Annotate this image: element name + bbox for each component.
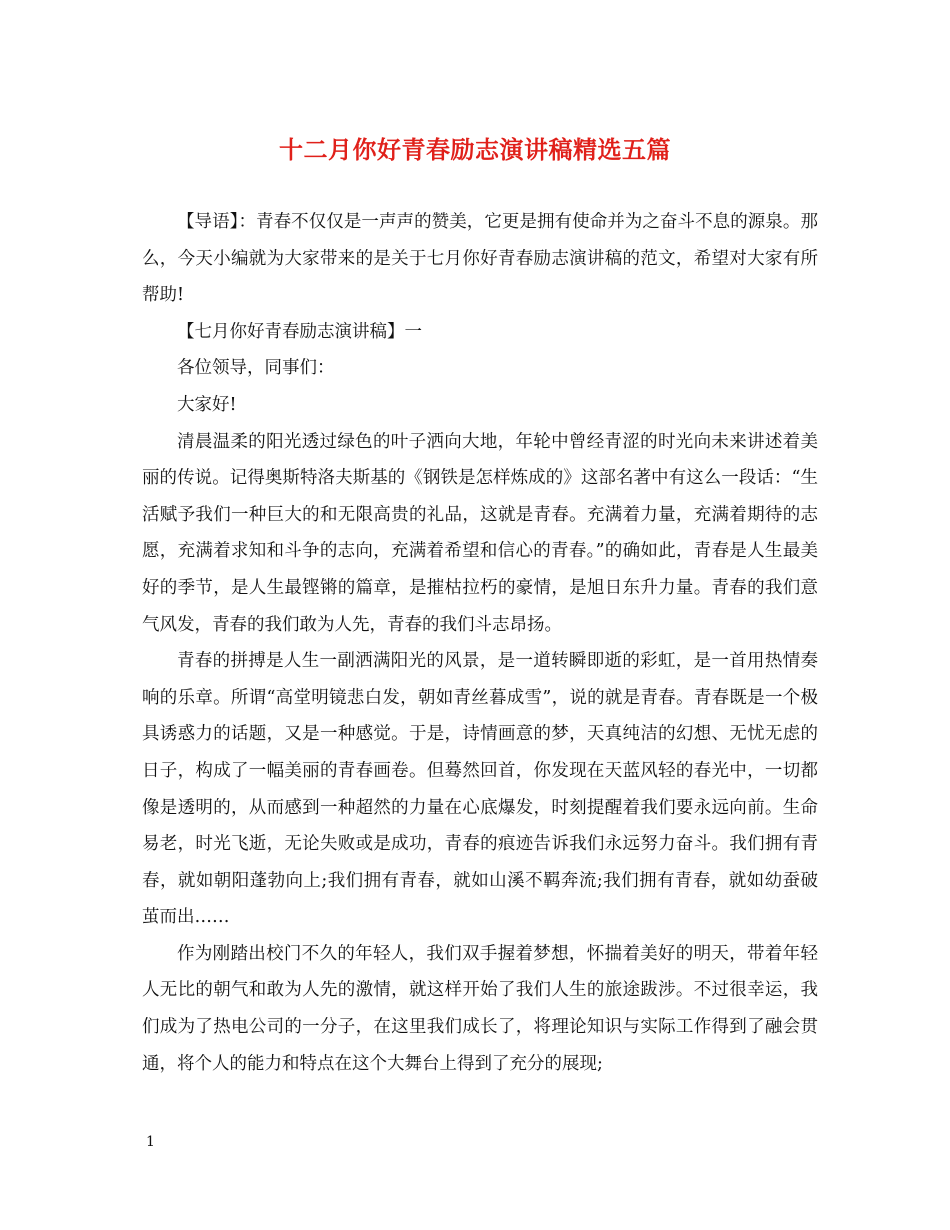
body-paragraph: 青春的拼搏是人生一副洒满阳光的风景，是一道转瞬即逝的彩虹，是一首用热情奏响的乐章。所谓“高堂明镜悲白发，朝如青丝暮成雪”，说的就是青春。青春既是一个极具诱惑力的话题，又是一种感觉。于是，诗情画意的梦，天真纯洁的幻想、无忧无虑的日子，构成了一幅美丽的青春画卷。但蓦然回首，你发现在天蓝风轻的春光中，一切都像是透明的，从而感到一种超然的力量在心底爆发，时刻提醒着我们要永远向前。生命易老，时光飞逝，无论失败或是成功，青春的痕迹告诉我们永远努力奋斗。我们拥有青春，就如朝阳蓬勃向上;我们拥有青春，就如山溪不羁奔流;我们拥有青春，就如幼蚕破茧而出…… bbox=[142, 651, 818, 928]
page-number: 1 bbox=[146, 1134, 155, 1150]
body-paragraph: 清晨温柔的阳光透过绿色的叶子洒向大地，年轮中曾经青涩的时光向未来讲述着美丽的传说。记得奥斯特洛夫斯基的《钢铁是怎样炼成的》这部名著中有这么一段话：“生活赋予我们一种巨大的和无限高贵的礼品，这就是青春。充满着力量，充满着期待的志愿，充满着求知和斗争的志向，充满着希望和信心的青春。”的确如此，青春是人生最美好的季节，是人生最铿锵的篇章，是摧枯拉朽的豪情，是旭日东升力量。青春的我们意气风发，青春的我们敢为人先，青春的我们斗志昂扬。 bbox=[142, 431, 818, 635]
intro-paragraph: 【导语】：青春不仅仅是一声声的赞美，它更是拥有使命并为之奋斗不息的源泉。那么，今天小编就为大家带来的是关于七月你好青春励志演讲稿的范文，希望对大家有所帮助! bbox=[142, 212, 818, 306]
section-heading: 【七月你好青春励志演讲稿】一 bbox=[177, 321, 422, 342]
document-title: 十二月你好青春励志演讲稿精选五篇 bbox=[279, 135, 671, 164]
body-paragraph: 作为刚踏出校门不久的年轻人，我们双手握着梦想，怀揣着美好的明天，带着年轻人无比的朝气和敢为人先的激情，就这样开始了我们人生的旅途跋涉。不过很幸运，我们成为了热电公司的一分子，在这里我们成长了，将理论知识与实际工作得到了融会贯通，将个人的能力和特点在这个大舞台上得到了充分的展现; bbox=[142, 943, 818, 1074]
greeting: 大家好! bbox=[177, 394, 237, 415]
salutation: 各位领导，同事们： bbox=[177, 358, 335, 379]
document-body bbox=[142, 204, 818, 1082]
